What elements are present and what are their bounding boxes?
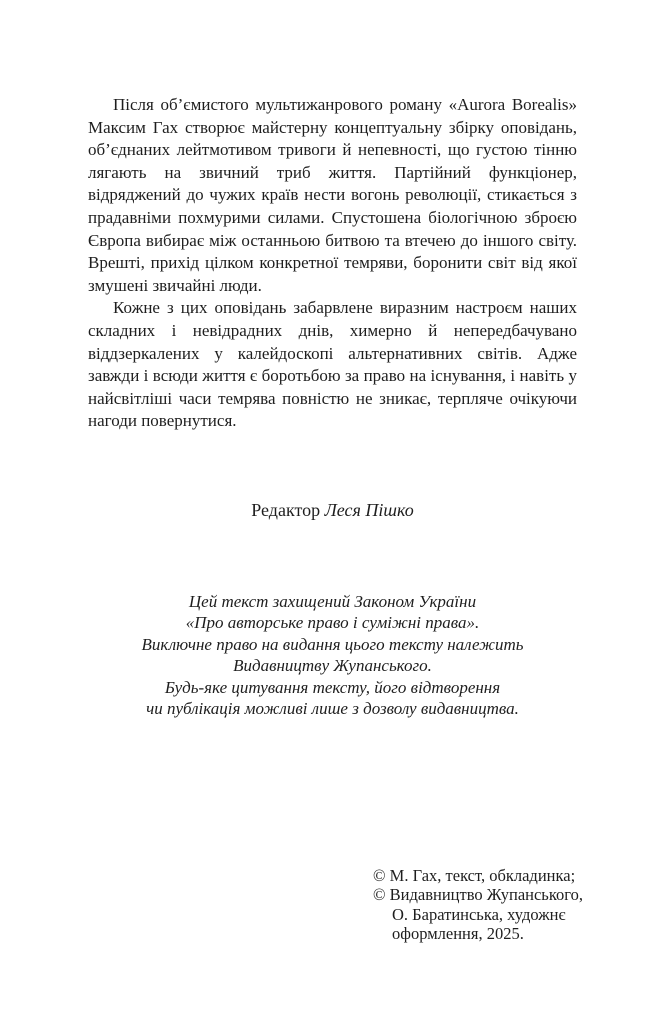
annotation-paragraph-1: Після об’ємистого мультижанрового роману «Aurora Borealis» Максим Гах створює майстерну концептуальну збірку оповідань, об’єднаних лейтмотивом тривоги й непевності, що густою тінню лягають на звичний триб життя. Партійний функціонер, відряджений до чужих країв нести вогонь революції, стикається з прадавніми похмурими силами. Спустошена біологічною зброєю Європа вибирає між останньою битвою та втечею до іншого світу. Врешті, прихід цілком конкретної темряви, боронити світ від якої змушені звичайні люди. bbox=[88, 95, 577, 295]
colophon-credits bbox=[373, 866, 603, 944]
annotation-paragraph-2: Кожне з цих оповідань забарвлене виразним настроєм наших складних і невідрадних днів, химерно й непередбачувано віддзеркалених у калейдоскопі альтернативних світів. Адже завжди і всюди життя є боротьбою за право на існування, і навіть у найсвітліші часи темрява повністю не зникає, терпляче очікуючи нагоди повернутися. bbox=[88, 298, 577, 431]
annotation-block bbox=[88, 94, 577, 433]
legal-notice-line: «Про авторське право і суміжні права». bbox=[185, 613, 480, 633]
legal-notice-line: Будь-яке цитування тексту, його відтворення bbox=[164, 677, 501, 697]
colophon-line: © М. Гах, текст, обкладинка; bbox=[373, 866, 576, 885]
colophon-line: © Видавництво Жупанського, bbox=[373, 885, 583, 905]
legal-notice-line: Виключне право на видання цього тексту належить bbox=[141, 634, 524, 654]
colophon-line: О. Баратинська, художнє bbox=[392, 904, 566, 924]
editor-role-label: Редактор bbox=[251, 500, 321, 520]
legal-notice-line: чи публікація можливі лише з дозволу видавництва. bbox=[146, 699, 519, 719]
legal-notice-line: Видавництву Жупанського. bbox=[233, 656, 432, 676]
colophon-entry-publisher bbox=[373, 885, 603, 943]
legal-notice-line: Цей текст захищений Законом України bbox=[188, 592, 477, 611]
editor-credit bbox=[88, 499, 577, 521]
copyright-protection-notice bbox=[88, 591, 577, 719]
colophon-entry-author bbox=[373, 866, 603, 885]
editor-name: Леся Пішко bbox=[324, 500, 414, 520]
colophon-line: оформлення, 2025. bbox=[392, 924, 524, 944]
